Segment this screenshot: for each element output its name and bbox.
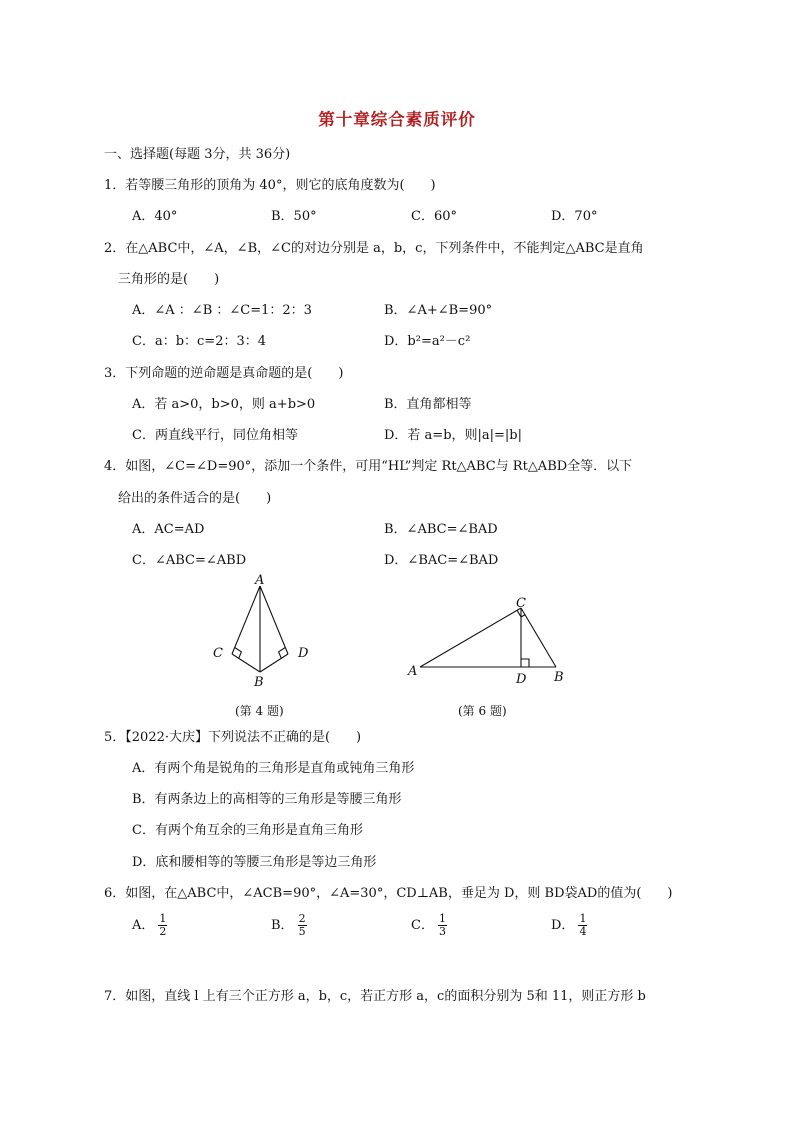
question-6-option-d [551,913,587,938]
question-2-option-d: D．b²=a²－c² [384,334,471,349]
numerator: 1 [159,912,167,925]
option-label: B． [271,918,294,933]
denominator: 3 [438,925,446,938]
question-1-option-b: B．50° [271,209,317,224]
question-6-stem: 6．如图，在△ABC中，∠ACB=90°，∠A=30°，CD⊥AB，垂足为 D，则 BD袋AD的值为( ) [104,886,673,901]
fig4-label-c: C [213,646,223,661]
question-2-option-b: B．∠A+∠B=90° [384,303,493,318]
question-2-stem-line2: 三角形的是( ) [118,272,220,287]
section-heading: 一、选择题(每题 3分，共 36分) [104,147,291,162]
question-3-stem: 3．下列命题的逆命题是真命题的是( ) [104,366,344,381]
question-4-option-c: C．∠ABC=∠ABD [132,553,247,568]
question-5-option-b: B．有两条边上的高相等的三角形是等腰三角形 [132,792,402,807]
fig4-label-b: B [254,675,264,690]
question-7-stem: 7．如图，直线 l 上有三个正方形 a，b，c，若正方形 a，c的面积分别为 5和 11，则正方形 b [104,989,646,1004]
question-1-stem: 1．若等腰三角形的顶角为 40°，则它的底角度数为( ) [104,178,436,193]
question-4-option-b: B．∠ABC=∠BAD [384,522,498,537]
fraction [578,913,587,938]
numerator: 1 [579,912,587,925]
question-2-option-a: A．∠A ：∠B ：∠C=1：2：3 [132,303,312,318]
question-1-option-a: A．40° [132,209,178,224]
question-6-option-a [132,913,167,938]
question-5-option-a: A．有两个角是锐角的三角形是直角或钝角三角形 [132,761,415,776]
denominator: 2 [159,925,167,938]
question-6-option-b [271,913,307,938]
numerator: 2 [298,912,306,925]
question-5-stem: 5．【2022·大庆】下列说法不正确的是( ) [104,730,362,745]
figure-question-6 [402,592,582,688]
fig4-label-d: D [298,646,309,661]
question-4-option-d: D．∠BAC=∠BAD [384,553,499,568]
question-5-option-d: D．底和腰相等的等腰三角形是等边三角形 [132,855,377,870]
question-3-option-a: A．若 a>0，b>0，则 a+b>0 [132,397,316,412]
fig6-label-b: B [554,670,564,685]
fig6-label-d: D [516,672,527,687]
fig6-label-a: A [408,664,418,679]
question-5-option-c: C．有两个角互余的三角形是直角三角形 [132,823,363,838]
question-4-stem-line1: 4．如图，∠C=∠D=90°，添加一个条件，可用“HL”判定 Rt△ABC与 Rt△ABD全等．以下 [104,459,633,474]
question-2-option-c: C．a：b：c=2：3：4 [132,334,267,349]
figure-6-caption: (第 6 题) [458,704,507,718]
denominator: 5 [298,925,306,938]
question-1-option-d: D．70° [551,209,598,224]
page-title: 第十章综合素质评价 [318,110,476,129]
fraction [438,913,447,938]
question-1-option-c: C．60° [411,209,457,224]
option-label: A． [132,918,155,933]
fig4-label-a: A [255,573,265,588]
question-2-stem-line1: 2．在△ABC中，∠A，∠B，∠C的对边分别是 a，b，c，下列条件中，不能判定△ABC是直角 [104,241,644,256]
question-4-stem-line2: 给出的条件适合的是( ) [118,491,272,506]
question-6-option-c [411,913,447,938]
figure-4-caption: (第 4 题) [235,704,284,718]
option-label: C． [411,918,434,933]
fraction [158,913,167,938]
question-4-option-a: A．AC=AD [132,522,205,537]
figure-question-4 [200,572,330,690]
question-3-option-b: B．直角都相等 [384,397,472,412]
denominator: 4 [579,925,587,938]
fig6-label-c: C [516,596,526,611]
option-label: D． [551,918,575,933]
question-3-option-d: D．若 a=b，则|a|=|b| [384,428,523,443]
fraction [298,913,307,938]
numerator: 1 [438,912,446,925]
question-3-option-c: C．两直线平行，同位角相等 [132,428,298,443]
